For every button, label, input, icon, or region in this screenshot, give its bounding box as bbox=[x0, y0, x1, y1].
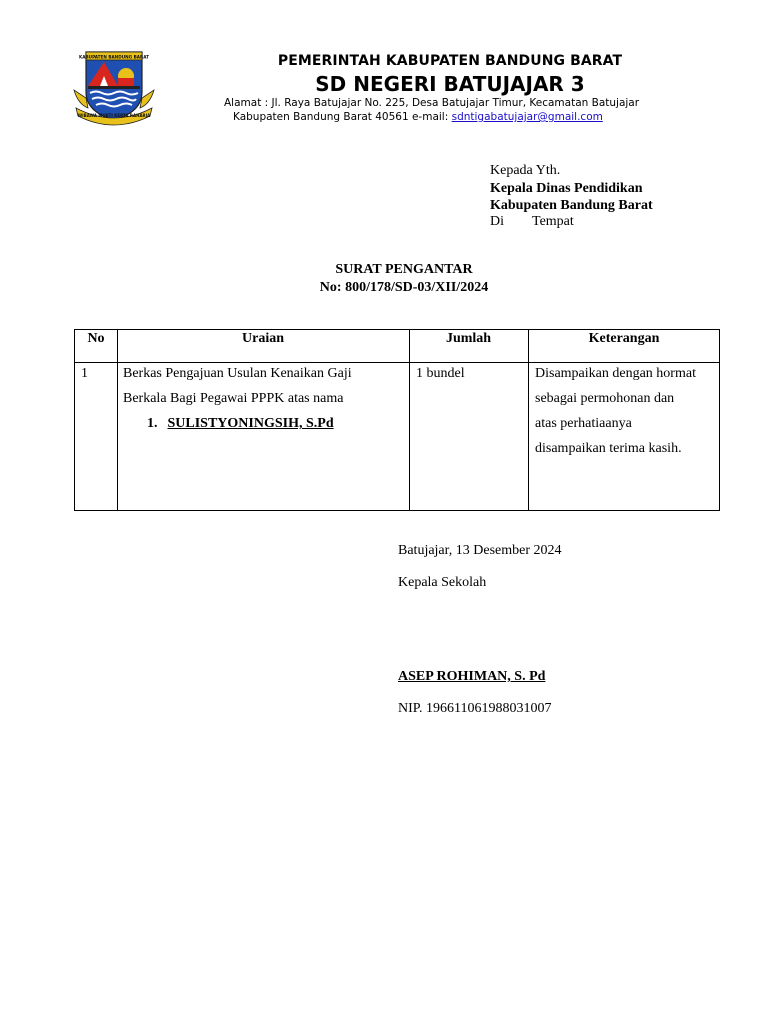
email-link[interactable]: sdntigabatujajar@gmail.com bbox=[451, 111, 603, 123]
item-name: SULISTYONINGSIH, S.Pd bbox=[167, 416, 334, 431]
row-keterangan bbox=[535, 361, 719, 461]
uraian-item bbox=[123, 411, 407, 436]
address-prefix: Kabupaten Bandung Barat 40561 e-mail: bbox=[233, 111, 452, 123]
recipient-place bbox=[490, 214, 574, 230]
letter-title: SURAT PENGANTAR bbox=[335, 262, 473, 277]
recipient-title: Kepala Dinas Pendidikan bbox=[490, 181, 643, 196]
header-jumlah: Jumlah bbox=[445, 331, 492, 346]
government-name: PEMERINTAH KABUPATEN BANDUNG BARAT bbox=[277, 53, 623, 69]
uraian-line: Berkas Pengajuan Usulan Kenaikan Gaji bbox=[123, 366, 352, 381]
signature-role: Kepala Sekolah bbox=[398, 575, 487, 590]
keterangan-line: sebagai permohonan dan bbox=[535, 391, 675, 406]
row-jumlah: 1 bundel bbox=[416, 366, 465, 381]
letter-number: No: 800/178/SD-03/XII/2024 bbox=[319, 280, 489, 295]
recipient-tempat: Tempat bbox=[532, 214, 574, 229]
signature-nip: NIP. 196611061988031007 bbox=[398, 701, 552, 716]
header-keterangan: Keterangan bbox=[588, 331, 660, 346]
signature-place-date: Batujajar, 13 Desember 2024 bbox=[398, 543, 562, 558]
item-number: 1. bbox=[147, 416, 158, 431]
school-address-line2 bbox=[233, 111, 603, 123]
keterangan-line: atas perhatiaanya bbox=[535, 416, 632, 431]
row-no: 1 bbox=[81, 366, 88, 381]
recipient-salutation: Kepada Yth. bbox=[490, 163, 561, 178]
kabupaten-bandung-barat-emblem-icon bbox=[72, 46, 156, 126]
school-name: SD NEGERI BATUJAJAR 3 bbox=[315, 72, 585, 96]
logo-motto-text: WIBAWA MUKTI KERTA RAHARJA bbox=[77, 113, 151, 118]
recipient-region: Kabupaten Bandung Barat bbox=[490, 198, 653, 213]
logo-top-text: KABUPATEN BANDUNG BARAT bbox=[79, 54, 149, 60]
keterangan-line: disampaikan terima kasih. bbox=[535, 441, 682, 456]
signature-name: ASEP ROHIMAN, S. Pd bbox=[398, 669, 546, 684]
uraian-line: Berkala Bagi Pegawai PPPK atas nama bbox=[123, 391, 344, 406]
row-uraian bbox=[123, 361, 407, 436]
recipient-di: Di bbox=[490, 214, 504, 229]
letter-table bbox=[74, 329, 720, 511]
school-address: Alamat : Jl. Raya Batujajar No. 225, Desa Batujajar Timur, Kecamatan Batujajar bbox=[224, 97, 640, 109]
keterangan-line: Disampaikan dengan hormat bbox=[535, 366, 696, 381]
header-uraian: Uraian bbox=[242, 331, 284, 346]
header-no: No bbox=[87, 331, 105, 346]
